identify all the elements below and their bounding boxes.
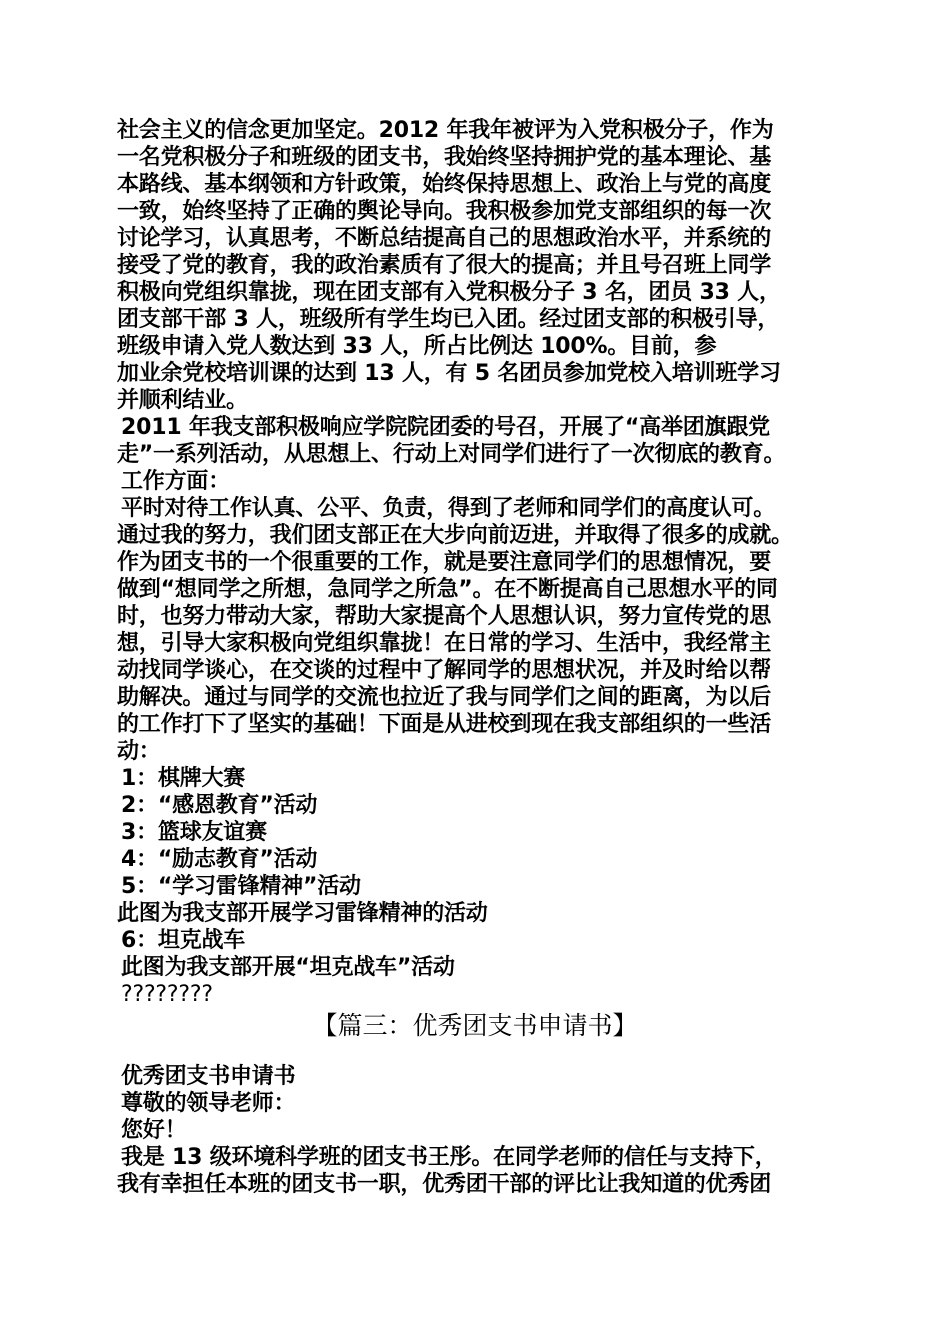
paragraph-line: 我是 13 级环境科学班的团支书王彤。在同学老师的信任与支持下， (121, 1145, 777, 1170)
paragraph-line: 加业余党校培训课的达到 13 人，有 5 名团员参加党校入培训班学习 (117, 361, 781, 386)
letter-salutation: 尊敬的领导老师： (121, 1091, 296, 1116)
paragraph-line: 2011 年我支部积极响应学院院团委的号召，开展了“高举团旗跟党 (121, 415, 770, 440)
paragraph-line: 社会主义的信念更加坚定。2012 年我年被评为入党积极分子，作为 (117, 118, 774, 143)
paragraph-line: 一名党积极分子和班级的团支书，我始终坚持拥护党的基本理论、基 (117, 145, 772, 170)
paragraph-line: 的工作打下了坚实的基础！下面是从进校到现在我支部组织的一些活 (117, 712, 772, 737)
paragraph-line: 动： (117, 739, 161, 764)
paragraph-line: 一致，始终坚持了正确的舆论导向。我积极参加党支部组织的每一次 (117, 199, 772, 224)
letter-greeting: 您好！ (121, 1118, 187, 1143)
paragraph-line: 作为团支书的一个很重要的工作，就是要注意同学们的思想情况，要 (117, 550, 772, 575)
paragraph-line: 团支部干部 3 人，班级所有学生均已入团。经过团支部的积极引导， (117, 307, 780, 332)
paragraph-line: 走”一系列活动，从思想上、行动上对同学们进行了一次彻底的教育。 (117, 442, 786, 467)
paragraph-line: 我有幸担任本班的团支书一职，优秀团干部的评比让我知道的优秀团 (117, 1172, 772, 1197)
paragraph-line: 通过我的努力，我们团支部正在大步向前迈进，并取得了很多的成就。 (117, 523, 793, 548)
paragraph-line: 讨论学习，认真思考，不断总结提高自己的思想政治水平，并系统的 (117, 226, 772, 251)
activity-list-item: 4：“励志教育”活动 (121, 847, 318, 872)
activity-list-item: 3：篮球友谊赛 (121, 820, 267, 845)
paragraph-line: 接受了党的教育，我的政治素质有了很大的提高；并且号召班上同学 (117, 253, 772, 278)
paragraph-line: 平时对待工作认真、公平、负责，得到了老师和同学们的高度认可。 (121, 496, 776, 521)
paragraph-line: 时，也努力带动大家，帮助大家提高个人思想认识，努力宣传党的思 (117, 604, 772, 629)
letter-title: 优秀团支书申请书 (121, 1064, 296, 1089)
image-caption: 此图为我支部开展学习雷锋精神的活动 (117, 901, 488, 926)
activity-list-item: 2：“感恩教育”活动 (121, 793, 318, 818)
activity-list-item: 6：坦克战车 (121, 928, 246, 953)
paragraph-line: 动找同学谈心，在交谈的过程中了解同学的思想状况，并及时给以帮 (117, 658, 772, 683)
paragraph-line: 助解决。通过与同学的交流也拉近了我与同学们之间的距离，为以后 (117, 685, 772, 710)
section-subheading: 工作方面： (121, 469, 231, 494)
paragraph-line: 班级申请入党人数达到 33 人，所占比例达 100%。目前，参 (117, 334, 717, 359)
paragraph-line: 积极向党组织靠拢，现在团支部有入党积极分子 3 名，团员 33 人， (117, 280, 781, 305)
activity-list-item: 5：“学习雷锋精神”活动 (121, 874, 361, 899)
paragraph-line: 想，引导大家积极向党组织靠拢！在日常的学习、生活中，我经常主 (117, 631, 772, 656)
paragraph-line: 做到“想同学之所想，急同学之所急”。在不断提高自己思想水平的同 (117, 577, 778, 602)
paragraph-line: 并顺利结业。 (117, 388, 248, 413)
placeholder-text: ???????? (121, 982, 213, 1007)
section-heading: 【篇三：优秀团支书申请书】 (312, 1011, 638, 1040)
paragraph-line: 本路线、基本纲领和方针政策，始终保持思想上、政治上与党的高度 (117, 172, 772, 197)
activity-list-item: 1：棋牌大赛 (121, 766, 246, 791)
image-caption: 此图为我支部开展“坦克战车”活动 (121, 955, 455, 980)
